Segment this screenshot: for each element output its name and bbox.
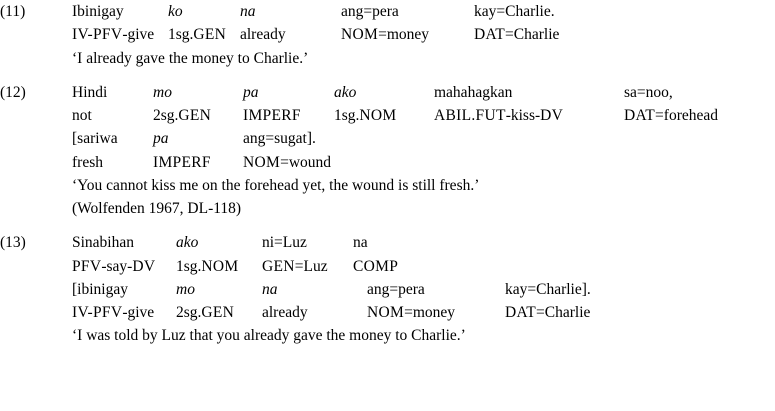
free-translation: ‘You cannot kiss me on the forehead yet, the wound is still fresh.’ bbox=[72, 176, 480, 194]
word-cell: sa=noo, bbox=[624, 83, 673, 101]
word-cell: [ibinigay bbox=[72, 280, 128, 298]
gloss-cell: 1sg.GEN bbox=[168, 26, 227, 44]
word-cell: ako bbox=[176, 234, 199, 252]
word-cell: ang=pera bbox=[341, 3, 399, 20]
gloss-line bbox=[72, 301, 775, 324]
gloss-cell: 1sg.NOM bbox=[176, 257, 239, 275]
word-cell: mahahagkan bbox=[434, 83, 513, 101]
example-block-11 bbox=[0, 0, 775, 70]
word-cell: ako bbox=[334, 83, 357, 101]
word-cell: kay=Charlie. bbox=[474, 3, 555, 20]
gloss-cell: DAT=forehead bbox=[624, 107, 719, 124]
example-number: (12) bbox=[0, 83, 26, 101]
example-content bbox=[72, 0, 775, 70]
vernacular-line bbox=[72, 81, 775, 104]
gloss-cell: already bbox=[240, 26, 286, 44]
gloss-cell: IV-PFV-give bbox=[72, 26, 155, 44]
example-number: (11) bbox=[0, 3, 26, 20]
gloss-cell: 1sg.NOM bbox=[334, 107, 397, 124]
gloss-cell: NOM=wound bbox=[243, 153, 332, 171]
vernacular-line bbox=[72, 278, 775, 301]
gloss-cell: IMPERF bbox=[153, 153, 211, 171]
gloss-line bbox=[72, 104, 775, 127]
example-content bbox=[72, 81, 775, 221]
gloss-cell: IMPERF bbox=[243, 107, 301, 124]
vernacular-line bbox=[72, 231, 775, 254]
gloss-cell: 2sg.GEN bbox=[153, 107, 212, 124]
gloss-cell: ABIL.FUT-kiss-DV bbox=[434, 107, 564, 124]
example-content bbox=[72, 231, 775, 347]
gloss-cell: 2sg.GEN bbox=[176, 304, 235, 321]
spacer bbox=[0, 70, 775, 81]
gloss-cell: DAT=Charlie bbox=[505, 304, 591, 321]
gloss-cell: NOM=money bbox=[367, 304, 456, 321]
free-translation: ‘I already gave the money to Charlie.’ bbox=[72, 49, 309, 67]
word-cell: ni=Luz bbox=[262, 234, 307, 252]
gloss-cell: DAT=Charlie bbox=[474, 26, 560, 44]
word-cell: mo bbox=[153, 83, 172, 101]
word-cell: Ibinigay bbox=[72, 3, 124, 20]
word-cell: ang=sugat]. bbox=[243, 130, 316, 148]
gloss-cell: NOM=money bbox=[341, 26, 430, 44]
word-cell: pa bbox=[243, 83, 259, 101]
word-cell: Sinabihan bbox=[72, 234, 134, 252]
word-cell: kay=Charlie]. bbox=[505, 280, 591, 298]
word-cell: na bbox=[353, 234, 368, 252]
gloss-cell: already bbox=[262, 304, 308, 321]
source-citation: (Wolfenden 1967, DL-118) bbox=[72, 200, 242, 217]
gloss-cell: PFV-say-DV bbox=[72, 257, 156, 275]
spacer bbox=[0, 220, 775, 231]
word-cell: na bbox=[262, 280, 278, 298]
example-number: (13) bbox=[0, 234, 26, 252]
example-block-12 bbox=[0, 81, 775, 221]
gloss-line bbox=[72, 255, 775, 278]
word-cell: pa bbox=[153, 130, 169, 148]
gloss-cell: fresh bbox=[72, 153, 103, 171]
word-cell: mo bbox=[176, 280, 195, 298]
free-translation: ‘I was told by Luz that you already gave the money to Charlie.’ bbox=[72, 327, 466, 345]
word-cell: [sariwa bbox=[72, 130, 118, 148]
gloss-line bbox=[72, 23, 775, 46]
word-cell: na bbox=[240, 3, 256, 20]
gloss-cell: IV-PFV-give bbox=[72, 304, 155, 321]
vernacular-line bbox=[72, 127, 775, 150]
gloss-cell: GEN=Luz bbox=[262, 257, 328, 275]
gloss-cell: COMP bbox=[353, 257, 399, 275]
word-cell: ko bbox=[168, 3, 183, 20]
vernacular-line bbox=[72, 0, 775, 23]
example-block-13 bbox=[0, 231, 775, 347]
word-cell: ang=pera bbox=[367, 280, 425, 298]
word-cell: Hindi bbox=[72, 83, 108, 101]
gloss-cell: not bbox=[72, 107, 92, 124]
gloss-line bbox=[72, 151, 775, 174]
